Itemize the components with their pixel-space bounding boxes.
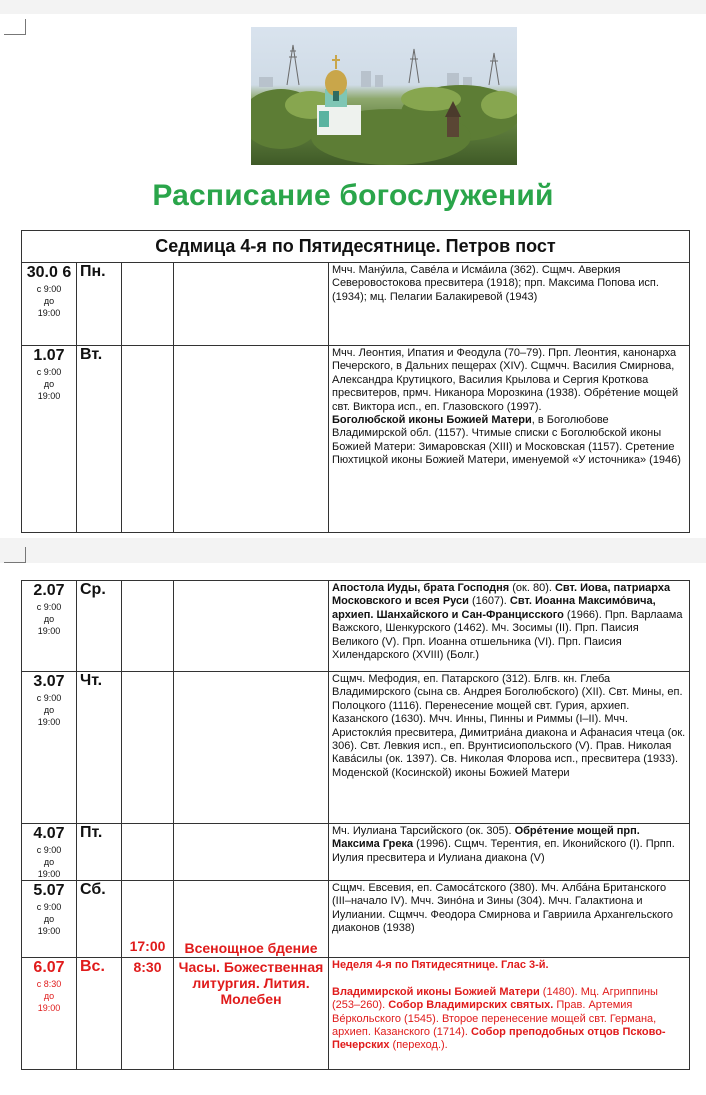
open-hours: с 9:00 до 19:00 bbox=[36, 367, 62, 401]
saints-text: Мч. Иулиана Тарсийского (ок. 305). Обре́тение мощей прп. Максима Грека (1996). Сщмч. Терентия, еп. Иконийского (I). Прпп. Иулия пресвитера и Иулиана диакона (V) bbox=[332, 825, 675, 864]
weekday: Чт. bbox=[80, 672, 103, 689]
time-cell bbox=[122, 346, 174, 533]
weekday-cell bbox=[77, 958, 122, 1070]
date: 6.07 bbox=[33, 959, 65, 976]
date-cell bbox=[22, 263, 77, 346]
service-cell bbox=[174, 263, 329, 346]
saints-text: Апостола Иуды, брата Господня (ок. 80). Свт. Иова, патриарха Московского и всея Руси (1607). Свт. Иоанна Максимо́вича, архиеп. Шанхайского и Сан-Францисского (1966). Прп. Варлаама Важского, Шенкурского (1462). Мч. Зосимы (II). Прп. Паисия Великого (V). Прп. Иоанна отшельника (VI). Прп. Паисия Хилендарского (XVIII) (Болг.) bbox=[332, 582, 683, 662]
date: 3.07 bbox=[33, 673, 65, 690]
saints-cell bbox=[329, 958, 690, 1070]
time-cell bbox=[122, 824, 174, 881]
time-cell bbox=[122, 263, 174, 346]
open-hours: с 9:00 до 19:00 bbox=[36, 693, 62, 727]
service-time: 8:30 bbox=[133, 959, 162, 975]
weekday-cell bbox=[77, 672, 122, 824]
table-row bbox=[22, 263, 690, 346]
time-cell bbox=[122, 881, 174, 958]
page-corner-mark bbox=[4, 19, 26, 35]
open-hours: с 9:00 до 19:00 bbox=[36, 845, 62, 879]
date: 4.07 bbox=[33, 825, 65, 842]
weekday-cell bbox=[77, 824, 122, 881]
service-name: Всенощное бдение bbox=[184, 940, 318, 956]
date-cell bbox=[22, 824, 77, 881]
time-cell bbox=[122, 581, 174, 672]
date-cell bbox=[22, 581, 77, 672]
weekday-cell bbox=[77, 263, 122, 346]
weekday-cell bbox=[77, 346, 122, 533]
saints-text: Мчч. Ману́ила, Саве́ла и Исма́ила (362). Сщмч. Аверкия Северовостокова пресвитера (1918); прп. Максима Попова исп. (1934); мц. Пелагии Балакиревой (1943) bbox=[332, 264, 659, 303]
table-row bbox=[22, 581, 690, 672]
date-cell bbox=[22, 672, 77, 824]
table-row bbox=[22, 881, 690, 958]
date-cell bbox=[22, 346, 77, 533]
open-hours: с 9:00 до 19:00 bbox=[36, 602, 62, 636]
date: 1.07 bbox=[33, 347, 65, 364]
service-cell bbox=[174, 881, 329, 958]
open-hours: с 8:30 до 19:00 bbox=[36, 979, 62, 1013]
week-heading: Седмица 4-я по Пятидесятнице. Петров пост bbox=[22, 231, 690, 263]
open-hours: с 9:00 до 19:00 bbox=[36, 902, 62, 936]
saints-text: Неделя 4-я по Пятидесятнице. Глас 3-й. Владимирской иконы Божией Матери (1480). Мц. Агриппины (253–260). Собор Владимирских святых. Прав. Артемия Ве́ркольского (1545). Второе перенесение мощей свт. Германа, архиеп. Казанского (1714). Собор преподобных отцов Псково-Печерских (переход.). bbox=[332, 959, 666, 1052]
schedule-table-part-2 bbox=[21, 580, 690, 1070]
open-hours: с 9:00 до 19:00 bbox=[36, 284, 62, 318]
table-row bbox=[22, 958, 690, 1070]
saints-text: Сщмч. Евсевия, еп. Самоса́тского (380). Мч. Алба́на Британского (III–начало IV). Мчч. Зино́на и Зины (304). Мчч. Галактиона и Иулиании. Сщмчч. Феодора Смирнова и Гавриила Архангельского диаконов (1938) bbox=[332, 882, 674, 935]
table-row bbox=[22, 346, 690, 533]
weekday: Пт. bbox=[80, 824, 103, 841]
service-name: Часы. Божественная литургия. Лития. Молебен bbox=[178, 959, 324, 1007]
weekday: Вс. bbox=[80, 958, 105, 975]
table-row bbox=[22, 672, 690, 824]
table-row bbox=[22, 824, 690, 881]
saints-cell bbox=[329, 824, 690, 881]
weekday: Пн. bbox=[80, 263, 106, 280]
document-page-2 bbox=[0, 563, 706, 1095]
service-cell bbox=[174, 581, 329, 672]
saints-text: Сщмч. Мефодия, еп. Патарского (312). Блгв. кн. Глеба Владимирского (сына св. Андрея Боголюбского) (XII). Свт. Мины, еп. Полоцкого (1116). Перенесение мощей свт. Гурия, архиеп. Казанского (1630). Мчч. Инны, Пинны и Риммы (I–II). Мчч. Аристокли́я пресвитера, Димитриа́на диакона и Афанасия чтеца (ок. 306). Свт. Левкия исп., еп. Врунтисиопольского (V). Прав. Николая Кава́силы (ок. 1397). Св. Николая Флорова исп., пресвитера (1933). Моденской (Косинской) иконы Божией Матери bbox=[332, 673, 686, 779]
date: 5.07 bbox=[33, 882, 65, 899]
church-photo bbox=[251, 27, 517, 165]
saints-cell bbox=[329, 581, 690, 672]
saints-cell bbox=[329, 672, 690, 824]
saints-text: Мчч. Леонтия, Ипатия и Феодула (70–79). Прп. Леонтия, канонарха Печерского, в Дальних пещерах (XIV). Сщмчч. Василия Смирнова, Александра Крутицкого, Василия Крылова и Сергия Кроткова пресвитеров, прмч. Никанора Морозкина (1938). Обре́тение мощей свт. Виктора исп., еп. Глазовского (1997). Боголюбской иконы Божией Матери, в Боголюбове Владимирской обл. (1157). Чтимые списки с Боголюбской иконы Божией Матери: Зимаровская (XIII) и Московская (1157). Сретение Пюхтицкой иконы Божией Матери, именуемой «У источника» (1946) bbox=[332, 347, 681, 467]
date: 2.07 bbox=[33, 582, 65, 599]
service-cell bbox=[174, 958, 329, 1070]
service-cell bbox=[174, 824, 329, 881]
weekday: Ср. bbox=[80, 581, 106, 598]
time-cell bbox=[122, 672, 174, 824]
document-page-1 bbox=[0, 14, 706, 538]
weekday: Сб. bbox=[80, 881, 106, 898]
saints-cell bbox=[329, 881, 690, 958]
saints-cell bbox=[329, 263, 690, 346]
weekday-cell bbox=[77, 881, 122, 958]
time-cell bbox=[122, 958, 174, 1070]
service-cell bbox=[174, 346, 329, 533]
weekday: Вт. bbox=[80, 346, 103, 363]
service-cell bbox=[174, 672, 329, 824]
schedule-title: Расписание богослужений bbox=[152, 179, 554, 212]
weekday-cell bbox=[77, 581, 122, 672]
page-corner-mark bbox=[4, 547, 26, 563]
date-cell bbox=[22, 958, 77, 1070]
date-cell bbox=[22, 881, 77, 958]
schedule-table-part-1 bbox=[21, 230, 690, 533]
service-time: 17:00 bbox=[129, 938, 166, 954]
saints-cell bbox=[329, 346, 690, 533]
date: 30.0 6 bbox=[26, 264, 72, 281]
